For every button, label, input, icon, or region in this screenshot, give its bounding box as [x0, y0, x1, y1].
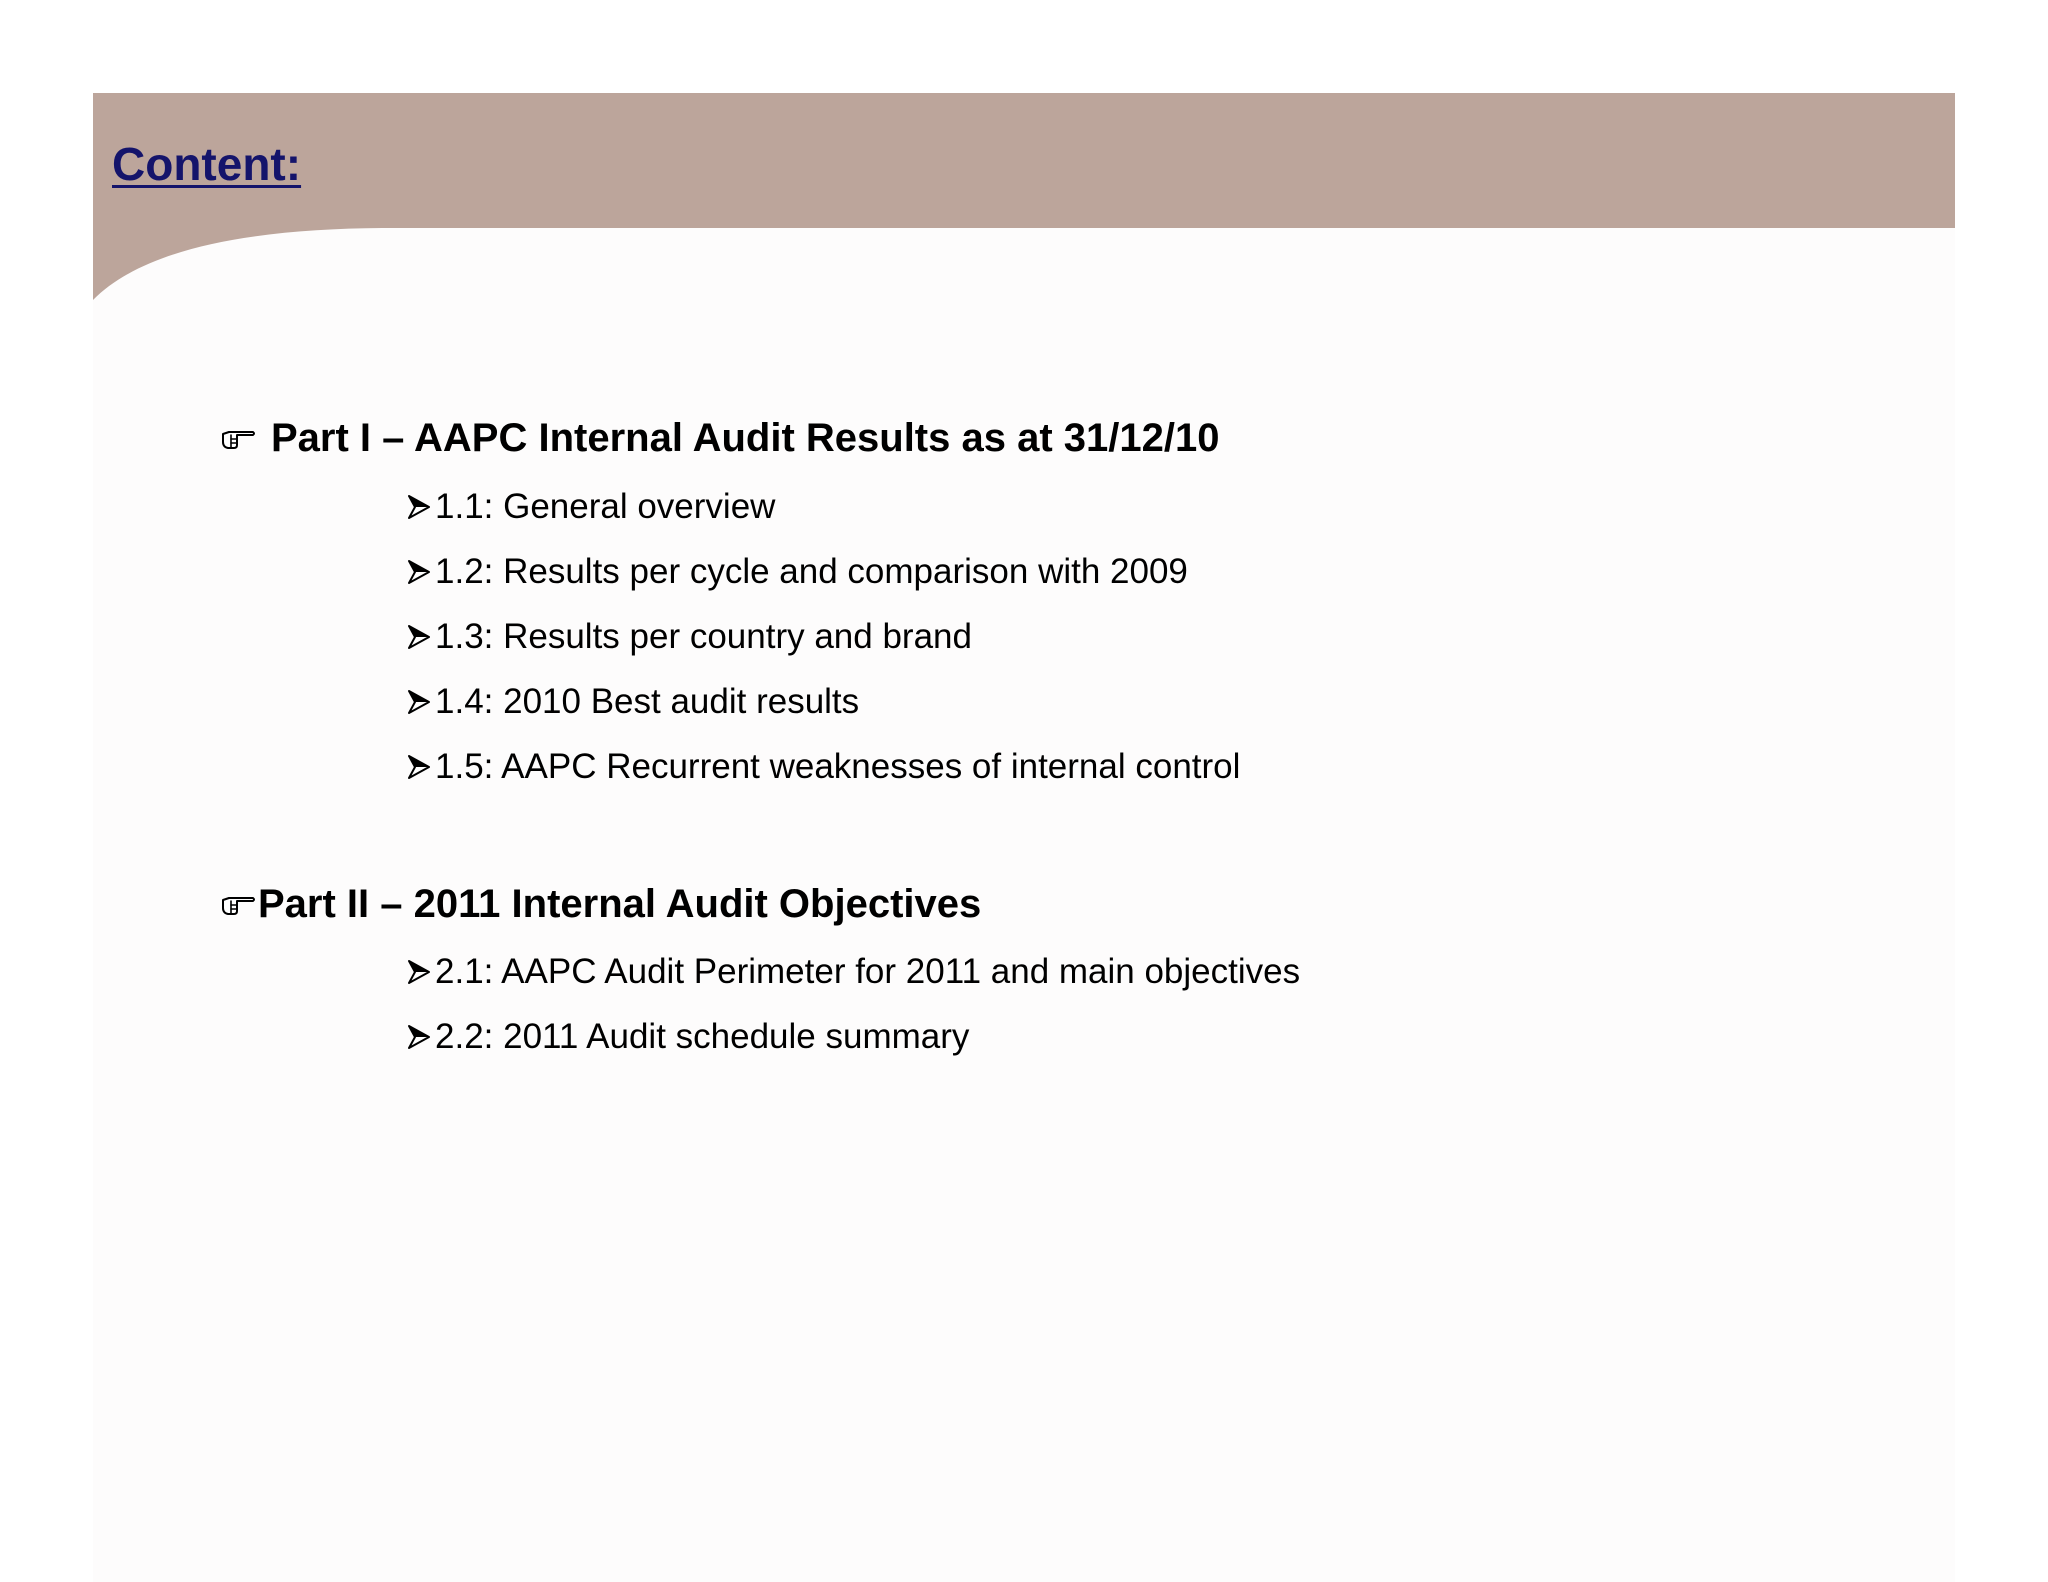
list-item-label: 2.1: AAPC Audit Perimeter for 2011 and main objectives — [435, 952, 1301, 991]
list-item-label: 1.3: Results per country and brand — [435, 617, 972, 656]
list-item — [407, 614, 972, 660]
part-1-heading — [220, 412, 1219, 464]
pointing-hand-icon — [220, 891, 256, 917]
arrow-bullet-icon — [407, 1023, 431, 1051]
list-item-label: 1.1: General overview — [435, 487, 776, 526]
part-1-heading-text: Part I – AAPC Internal Audit Results as at 31/12/10 — [271, 416, 1220, 460]
page-title: Content: — [112, 138, 302, 190]
list-item — [407, 679, 859, 725]
list-item — [407, 1014, 969, 1060]
header-curve — [93, 228, 393, 308]
list-item-label: 2.2: 2011 Audit schedule summary — [435, 1017, 970, 1056]
part-2-heading-text: Part II – 2011 Internal Audit Objectives — [258, 882, 982, 926]
arrow-bullet-icon — [407, 623, 431, 651]
list-item — [407, 549, 1188, 595]
arrow-bullet-icon — [407, 958, 431, 986]
list-item-label: 1.2: Results per cycle and comparison with 2009 — [435, 552, 1188, 591]
list-item — [407, 949, 1300, 995]
list-item — [407, 744, 1240, 790]
list-item-label: 1.5: AAPC Recurrent weaknesses of internal control — [435, 747, 1241, 786]
pointing-hand-icon — [220, 425, 256, 451]
arrow-bullet-icon — [407, 753, 431, 781]
list-item — [407, 484, 775, 530]
arrow-bullet-icon — [407, 493, 431, 521]
list-item-label: 1.4: 2010 Best audit results — [435, 682, 860, 721]
header-band — [93, 93, 1955, 228]
arrow-bullet-icon — [407, 558, 431, 586]
slide-background — [93, 93, 1955, 1582]
arrow-bullet-icon — [407, 688, 431, 716]
part-2-heading — [220, 878, 981, 930]
